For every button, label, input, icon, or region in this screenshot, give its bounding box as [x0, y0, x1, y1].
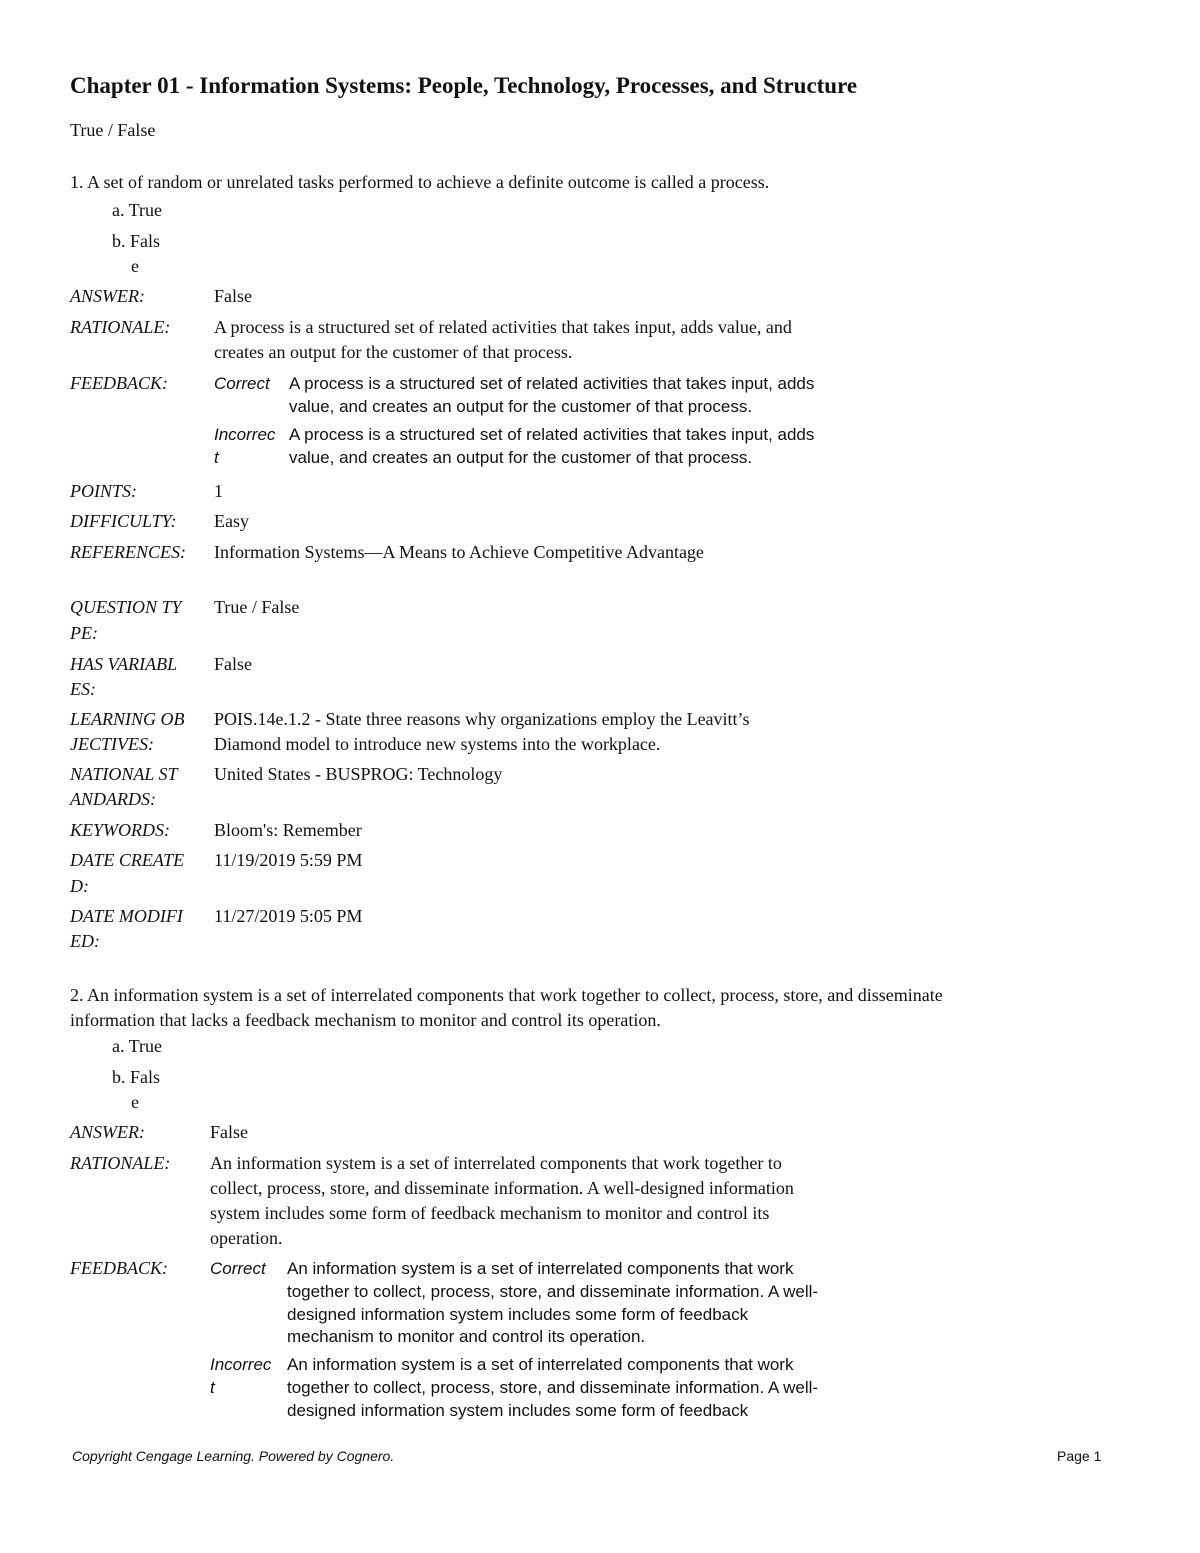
learning-objectives-line: Diamond model to introduce new systems into the workplace.	[214, 734, 661, 754]
references-label: REFERENCES:	[70, 542, 186, 562]
difficulty-label: DIFFICULTY:	[70, 511, 177, 531]
date-modified-value: 11/27/2019 5:05 PM	[214, 906, 363, 926]
feedback-incorrect-line: An information system is a set of interrelated components that work	[287, 1355, 794, 1374]
has-variables-label: HAS VARIABL	[70, 654, 178, 674]
feedback-label: FEEDBACK:	[70, 1258, 168, 1278]
question-type-label-wrap: PE:	[70, 623, 98, 643]
answer-value: False	[214, 286, 252, 306]
references-value: Information Systems—A Means to Achieve Competitive Advantage	[214, 542, 704, 562]
rationale-line: An information system is a set of interrelated components that work together to	[210, 1153, 782, 1173]
option-b-wrap: e	[131, 256, 139, 276]
option-b: b. Fals	[112, 231, 161, 251]
rationale-line: creates an output for the customer of that process.	[214, 342, 573, 362]
question-stem: 2. An information system is a set of interrelated components that work together to collect, process, store, and disseminate	[70, 985, 943, 1005]
rationale-label: RATIONALE:	[70, 317, 171, 337]
date-created-value: 11/19/2019 5:59 PM	[214, 850, 363, 870]
has-variables-label-wrap: ES:	[70, 679, 96, 699]
section-heading: True / False	[70, 120, 156, 140]
answer-label: ANSWER:	[70, 286, 145, 306]
feedback-incorrect-label: Incorrec	[214, 425, 276, 444]
keywords-label: KEYWORDS:	[70, 820, 170, 840]
feedback-incorrect-line: A process is a structured set of related activities that takes input, adds	[289, 425, 815, 444]
national-standards-label-wrap: ANDARDS:	[70, 789, 156, 809]
feedback-correct-line: value, and creates an output for the customer of that process.	[289, 397, 753, 416]
keywords-value: Bloom's: Remember	[214, 820, 362, 840]
question-stem: 1. A set of random or unrelated tasks performed to achieve a definite outcome is called a process.	[70, 172, 770, 192]
answer-value: False	[210, 1122, 248, 1142]
national-standards-value: United States - BUSPROG: Technology	[214, 764, 503, 784]
question-stem-wrap: information that lacks a feedback mechanism to monitor and control its operation.	[70, 1010, 661, 1030]
option-b-wrap: e	[131, 1092, 139, 1112]
feedback-incorrect-line: value, and creates an output for the customer of that process.	[289, 448, 753, 467]
answer-label: ANSWER:	[70, 1122, 145, 1142]
has-variables-value: False	[214, 654, 252, 674]
footer-copyright: Copyright Cengage Learning. Powered by Cognero.	[72, 1448, 395, 1464]
feedback-correct-line: designed information system includes some form of feedback	[287, 1305, 749, 1324]
feedback-correct-line: together to collect, process, store, and disseminate information. A well-	[287, 1282, 819, 1301]
feedback-correct-label: Correct	[210, 1259, 266, 1278]
feedback-correct-line: mechanism to monitor and control its operation.	[287, 1327, 646, 1346]
question-type-value: True / False	[214, 597, 300, 617]
learning-objectives-label: LEARNING OB	[70, 709, 185, 729]
feedback-incorrect-label-wrap: t	[210, 1378, 215, 1397]
footer-page-number: Page 1	[1057, 1448, 1102, 1464]
learning-objectives-line: POIS.14e.1.2 - State three reasons why organizations employ the Leavitt’s	[214, 709, 750, 729]
date-created-label-wrap: D:	[70, 876, 89, 896]
feedback-label: FEEDBACK:	[70, 373, 168, 393]
rationale-line: A process is a structured set of related activities that takes input, adds value, and	[214, 317, 792, 337]
feedback-incorrect-line: together to collect, process, store, and disseminate information. A well-	[287, 1378, 819, 1397]
feedback-correct-label: Correct	[214, 374, 270, 393]
rationale-label: RATIONALE:	[70, 1153, 171, 1173]
page-title: Chapter 01 - Information Systems: People, Technology, Processes, and Structure	[70, 73, 858, 98]
feedback-incorrect-label: Incorrec	[210, 1355, 272, 1374]
option-b: b. Fals	[112, 1067, 161, 1087]
date-modified-label-wrap: ED:	[70, 931, 100, 951]
feedback-incorrect-line: designed information system includes some form of feedback	[287, 1401, 749, 1420]
feedback-correct-line: A process is a structured set of related activities that takes input, adds	[289, 374, 815, 393]
date-created-label: DATE CREATE	[70, 850, 185, 870]
question-type-label: QUESTION TY	[70, 597, 182, 617]
feedback-incorrect-label-wrap: t	[214, 448, 219, 467]
learning-objectives-label-wrap: JECTIVES:	[70, 734, 154, 754]
feedback-correct-line: An information system is a set of interrelated components that work	[287, 1259, 794, 1278]
option-a: a. True	[112, 200, 163, 220]
rationale-line: collect, process, store, and disseminate information. A well-designed information	[210, 1178, 794, 1198]
option-a: a. True	[112, 1036, 163, 1056]
date-modified-label: DATE MODIFI	[70, 906, 183, 926]
rationale-line: operation.	[210, 1228, 283, 1248]
difficulty-value: Easy	[214, 511, 249, 531]
points-label: POINTS:	[70, 481, 137, 501]
national-standards-label: NATIONAL ST	[70, 764, 178, 784]
rationale-line: system includes some form of feedback mechanism to monitor and control its	[210, 1203, 770, 1223]
points-value: 1	[214, 481, 223, 501]
